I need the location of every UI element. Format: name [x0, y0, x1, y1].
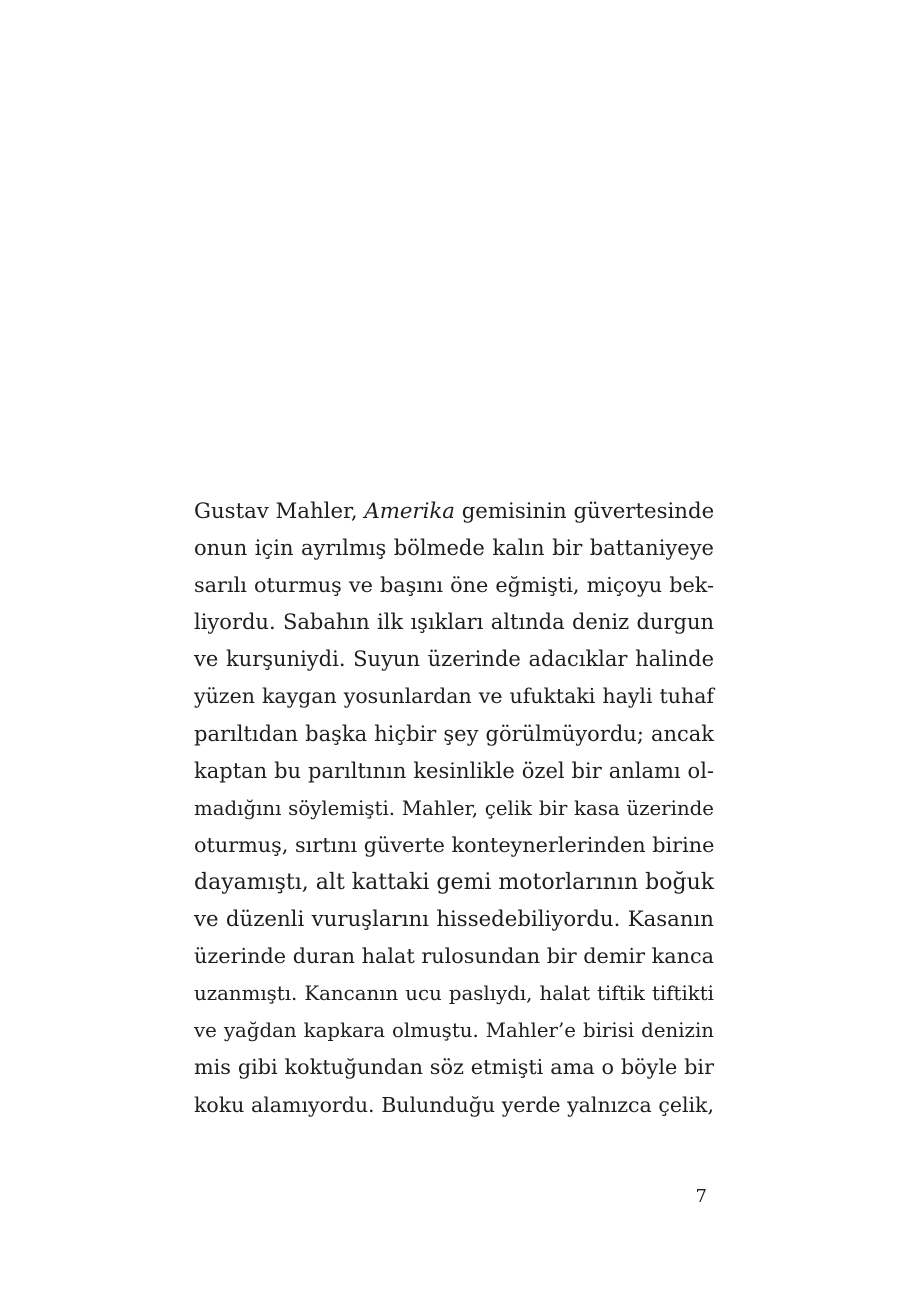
text-line: dayamıştı, alt kattaki gemi motorlarının boğuk: [194, 869, 715, 895]
text-segment: gemisinin güvertesinde: [454, 499, 715, 524]
text-line: sarılı oturmuş ve başını öne eğmişti, miçoyu bek-: [194, 573, 714, 598]
text-line: kaptan bu parıltının kesinlikle özel bir anlamı ol-: [194, 758, 714, 783]
text-line: oturmuş, sırtını güverte konteynerlerinden birine: [194, 832, 715, 857]
body-paragraph: [194, 493, 714, 1124]
text-line: mis gibi koktuğundan söz etmişti ama o böyle bir: [194, 1055, 714, 1080]
text-line: [194, 493, 714, 530]
text-line: onun için ayrılmış bölmede kalın bir battaniyeye: [194, 536, 714, 561]
text-line: koku alamıyordu. Bulunduğu yerde yalnızca çelik,: [194, 1092, 714, 1117]
text-line: liyordu. Sabahın ilk ışıkları altında deniz durgun: [194, 610, 714, 635]
page-number: 7: [695, 1186, 707, 1207]
text-line: ve yağdan kapkara olmuştu. Mahler’e birisi denizin: [194, 1019, 714, 1043]
text-line: uzanmıştı. Kancanın ucu paslıydı, halat tiftik tiftikti: [194, 982, 714, 1006]
text-line: ve kurşuniydi. Suyun üzerinde adacıklar halinde: [194, 647, 714, 672]
text-line: parıltıdan başka hiçbir şey görülmüyordu; ancak: [194, 721, 714, 746]
text-line: yüzen kaygan yosunlardan ve ufuktaki hayli tuhaf: [194, 684, 714, 709]
text-line: ve düzenli vuruşlarını hissedebiliyordu. Kasanın: [194, 907, 714, 933]
text-line: madığını söylemişti. Mahler, çelik bir kasa üzerinde: [194, 796, 714, 820]
ship-name-italic: Amerika: [364, 499, 455, 524]
text-segment: Gustav Mahler,: [194, 499, 365, 524]
text-line: üzerinde duran halat rulosundan bir demir kanca: [194, 944, 714, 969]
